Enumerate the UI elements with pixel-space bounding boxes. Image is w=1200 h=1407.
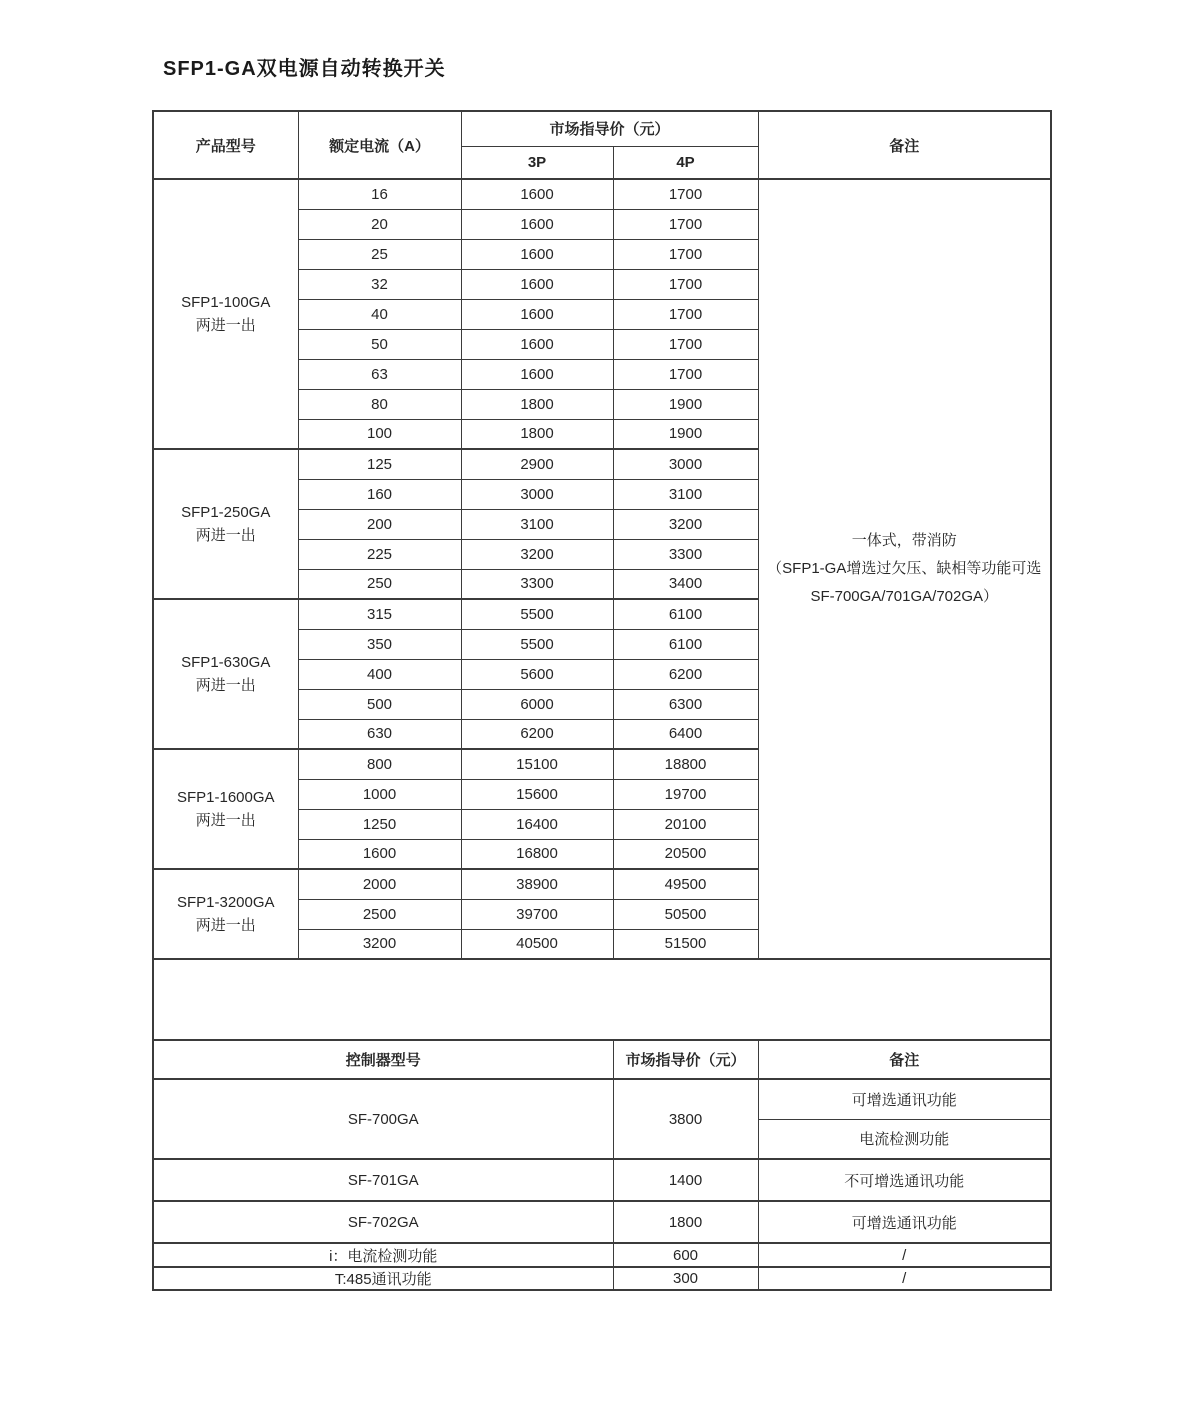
cell-controller-model: SF-701GA (153, 1159, 613, 1201)
cell-4p-price: 1900 (613, 389, 758, 419)
controller-row-t-option (153, 1267, 1051, 1290)
cell-3p-price: 2900 (461, 449, 613, 479)
header-controller-price: 市场指导价（元） (613, 1040, 758, 1079)
cell-3p-price: 1600 (461, 299, 613, 329)
cell-current: 125 (298, 449, 461, 479)
cell-3p-price: 15100 (461, 749, 613, 779)
cell-current: 16 (298, 179, 461, 209)
cell-current: 63 (298, 359, 461, 389)
cell-4p-price: 1700 (613, 329, 758, 359)
model-cell-3200ga (153, 869, 298, 959)
cell-3p-price: 15600 (461, 779, 613, 809)
cell-current: 3200 (298, 929, 461, 959)
cell-current: 40 (298, 299, 461, 329)
header-controller-remark: 备注 (758, 1040, 1051, 1079)
cell-4p-price: 51500 (613, 929, 758, 959)
header-3p: 3P (461, 146, 613, 179)
cell-controller-price: 3800 (613, 1079, 758, 1159)
cell-4p-price: 1700 (613, 239, 758, 269)
cell-3p-price: 3200 (461, 539, 613, 569)
model-cell-1600ga (153, 749, 298, 869)
model-wiring: 两进一出 (195, 527, 256, 544)
cell-4p-price: 19700 (613, 779, 758, 809)
cell-controller-remark: / (758, 1243, 1051, 1267)
cell-3p-price: 38900 (461, 869, 613, 899)
cell-4p-price: 3400 (613, 569, 758, 599)
cell-controller-remark: / (758, 1267, 1051, 1290)
model-name: SFP1-100GA (181, 293, 271, 311)
cell-3p-price: 1600 (461, 359, 613, 389)
controller-row-sf700ga (153, 1079, 1051, 1119)
cell-3p-price: 1600 (461, 269, 613, 299)
model-wiring: 两进一出 (195, 812, 256, 829)
cell-4p-price: 6200 (613, 659, 758, 689)
cell-current: 1250 (298, 809, 461, 839)
cell-3p-price: 3100 (461, 509, 613, 539)
header-market-price: 市场指导价（元） (461, 111, 758, 146)
cell-current: 250 (298, 569, 461, 599)
cell-3p-price: 5500 (461, 629, 613, 659)
cell-current: 200 (298, 509, 461, 539)
cell-3p-price: 3300 (461, 569, 613, 599)
cell-3p-price: 6200 (461, 719, 613, 749)
cell-4p-price: 20500 (613, 839, 758, 869)
cell-current: 630 (298, 719, 461, 749)
cell-4p-price: 3300 (613, 539, 758, 569)
cell-4p-price: 50500 (613, 899, 758, 929)
cell-4p-price: 1700 (613, 359, 758, 389)
model-name: SFP1-630GA (181, 653, 271, 671)
cell-controller-model: SF-702GA (153, 1201, 613, 1243)
cell-controller-model: SF-700GA (153, 1079, 613, 1159)
cell-current: 2000 (298, 869, 461, 899)
remark-line: （SFP1-GA增选过欠压、缺相等功能可选 (767, 560, 1042, 578)
cell-current: 350 (298, 629, 461, 659)
cell-controller-price: 1800 (613, 1201, 758, 1243)
cell-3p-price: 40500 (461, 929, 613, 959)
controller-row-sf701ga (153, 1159, 1051, 1201)
cell-controller-remark: 可增选通讯功能 (758, 1079, 1051, 1119)
spacer-row (153, 959, 1051, 1040)
cell-controller-price: 300 (613, 1267, 758, 1290)
header-remark: 备注 (758, 111, 1051, 179)
main-header-row-1 (153, 111, 1051, 146)
controller-row-sf702ga (153, 1201, 1051, 1243)
main-remark-cell (758, 179, 1051, 959)
cell-4p-price: 6100 (613, 599, 758, 629)
cell-controller-remark: 电流检测功能 (758, 1119, 1051, 1159)
cell-4p-price: 18800 (613, 749, 758, 779)
cell-4p-price: 1700 (613, 209, 758, 239)
cell-3p-price: 1800 (461, 419, 613, 449)
cell-controller-price: 1400 (613, 1159, 758, 1201)
cell-3p-price: 1600 (461, 179, 613, 209)
spacer-cell (153, 959, 1051, 1040)
cell-3p-price: 5500 (461, 599, 613, 629)
model-cell-250ga (153, 449, 298, 599)
header-controller-model: 控制器型号 (153, 1040, 613, 1079)
cell-3p-price: 3000 (461, 479, 613, 509)
cell-current: 50 (298, 329, 461, 359)
cell-current: 400 (298, 659, 461, 689)
cell-4p-price: 1700 (613, 179, 758, 209)
model-name: SFP1-1600GA (176, 788, 275, 806)
cell-controller-remark: 可增选通讯功能 (758, 1201, 1051, 1243)
model-name: SFP1-3200GA (176, 893, 275, 911)
cell-4p-price: 6400 (613, 719, 758, 749)
remark-line: 一体式，带消防 (851, 532, 957, 550)
model-cell-630ga (153, 599, 298, 749)
cell-4p-price: 6300 (613, 689, 758, 719)
cell-3p-price: 1600 (461, 329, 613, 359)
cell-4p-price: 1700 (613, 299, 758, 329)
cell-current: 80 (298, 389, 461, 419)
model-wiring: 两进一出 (195, 917, 256, 934)
cell-4p-price: 3000 (613, 449, 758, 479)
header-4p: 4P (613, 146, 758, 179)
cell-current: 1600 (298, 839, 461, 869)
cell-3p-price: 16800 (461, 839, 613, 869)
model-cell-100ga (153, 179, 298, 449)
cell-3p-price: 6000 (461, 689, 613, 719)
cell-4p-price: 6100 (613, 629, 758, 659)
header-product-model: 产品型号 (153, 111, 298, 179)
cell-controller-model: T:485通讯功能 (153, 1267, 613, 1290)
table-row (153, 179, 1051, 209)
cell-controller-model: i：电流检测功能 (153, 1243, 613, 1267)
cell-current: 160 (298, 479, 461, 509)
cell-current: 20 (298, 209, 461, 239)
cell-4p-price: 1700 (613, 269, 758, 299)
cell-3p-price: 16400 (461, 809, 613, 839)
cell-current: 100 (298, 419, 461, 449)
cell-4p-price: 1900 (613, 419, 758, 449)
cell-3p-price: 39700 (461, 899, 613, 929)
cell-current: 2500 (298, 899, 461, 929)
controller-header-row (153, 1040, 1051, 1079)
header-rated-current: 额定电流（A） (298, 111, 461, 179)
cell-4p-price: 49500 (613, 869, 758, 899)
cell-current: 1000 (298, 779, 461, 809)
cell-controller-remark: 不可增选通讯功能 (758, 1159, 1051, 1201)
remark-line: SF-700GA/701GA/702GA） (810, 587, 999, 605)
page-title: SFP1-GA双电源自动转换开关 (163, 58, 446, 80)
cell-current: 315 (298, 599, 461, 629)
cell-current: 800 (298, 749, 461, 779)
model-name: SFP1-250GA (181, 503, 271, 521)
cell-3p-price: 1600 (461, 239, 613, 269)
cell-3p-price: 1800 (461, 389, 613, 419)
cell-4p-price: 20100 (613, 809, 758, 839)
cell-current: 32 (298, 269, 461, 299)
model-wiring: 两进一出 (195, 677, 256, 694)
model-wiring: 两进一出 (195, 317, 256, 334)
cell-current: 25 (298, 239, 461, 269)
cell-4p-price: 3100 (613, 479, 758, 509)
price-table (152, 110, 1052, 1291)
controller-row-i-option (153, 1243, 1051, 1267)
cell-current: 225 (298, 539, 461, 569)
cell-3p-price: 5600 (461, 659, 613, 689)
cell-3p-price: 1600 (461, 209, 613, 239)
cell-current: 500 (298, 689, 461, 719)
cell-controller-price: 600 (613, 1243, 758, 1267)
cell-4p-price: 3200 (613, 509, 758, 539)
